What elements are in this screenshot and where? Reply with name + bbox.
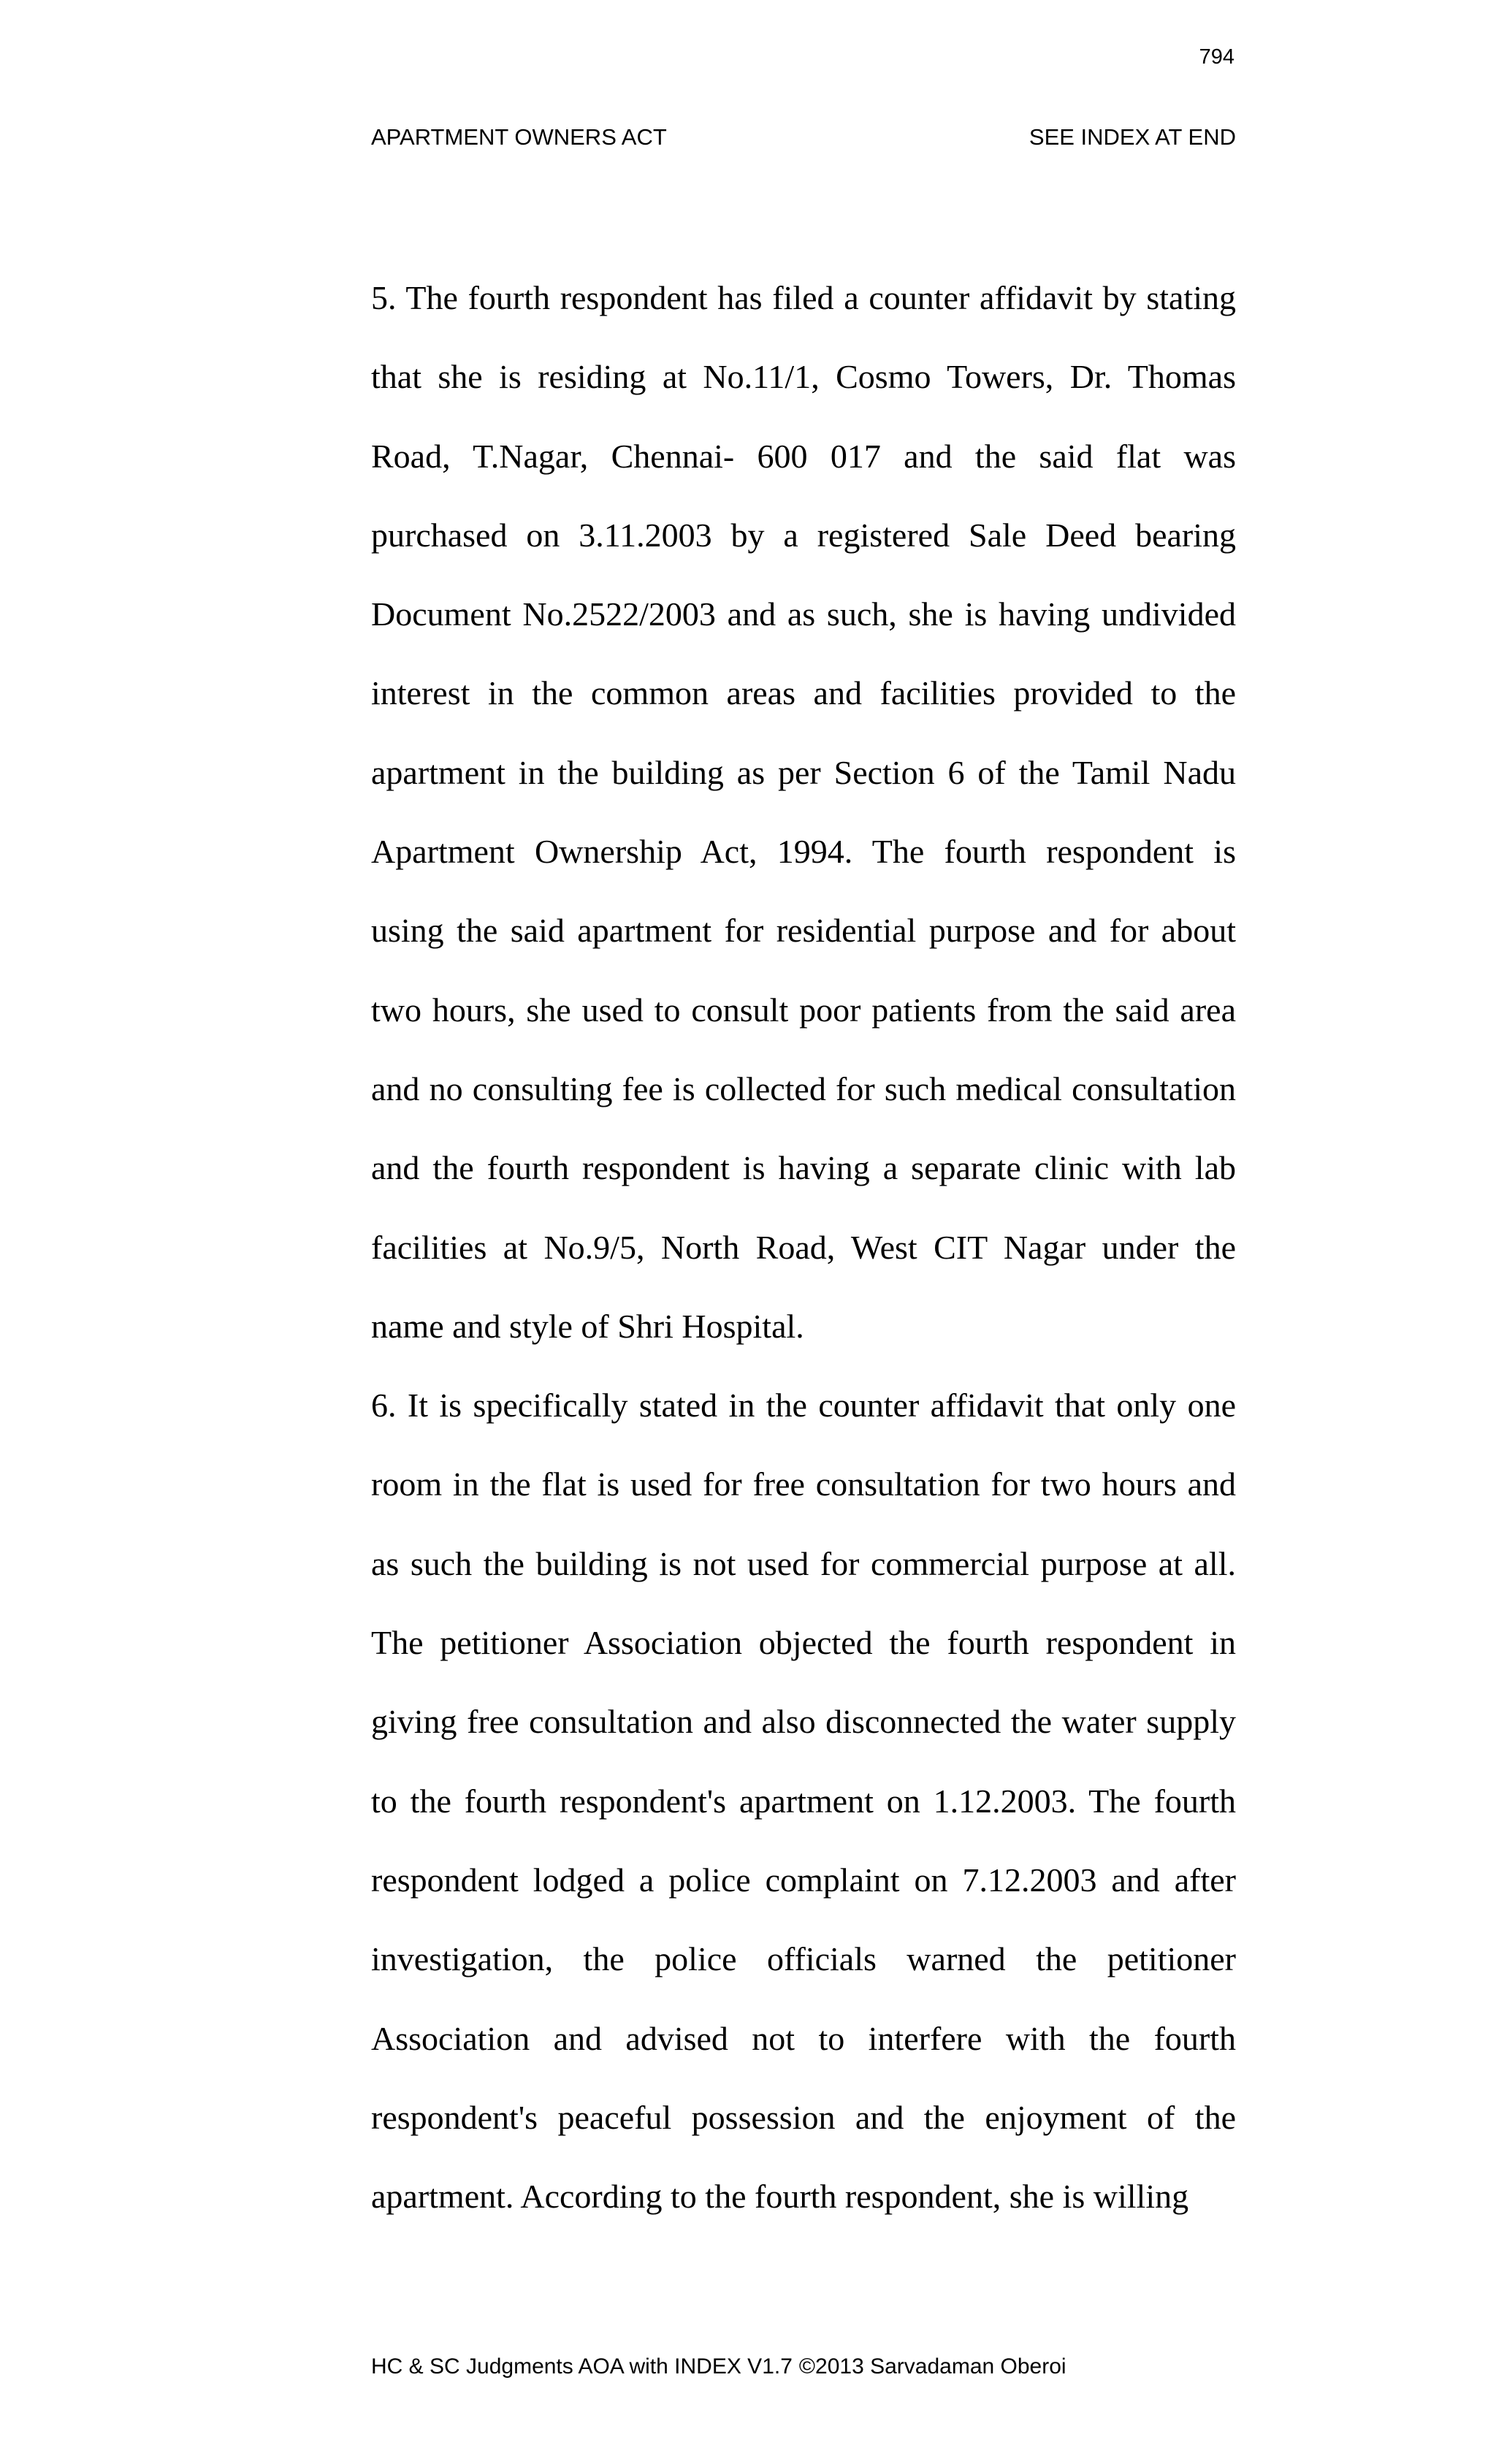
header-right-note: SEE INDEX AT END xyxy=(1028,124,1236,150)
paragraph-5: 5. The fourth respondent has filed a counter affidavit by stating that she is residing at No.11/1, Cosmo Towers, Dr. Thomas Road, T.Nagar, Chennai- 600 017 and the said flat was purchased on 3.11.2003 by a registered Sale Deed bearing Document No.2522/2003 and as such, she is having undivided interest in the common areas and facilities provided to the apartment in the building as per Section 6 of the Tamil Nadu Apartment Ownership Act, 1994. The fourth respondent is using the said apartment for residential purpose and for about two hours, she used to consult poor patients from the said area and no consulting fee is collected for such medical consultation and the fourth respondent is having a separate clinic with lab facilities at No.9/5, North Road, West CIT Nagar under the name and style of Shri Hospital. xyxy=(371,279,1236,1345)
footer-copyright: ©2013 Sarvadaman Oberoi xyxy=(798,2354,1066,2379)
footer-publication: HC & SC Judgments AOA with INDEX V1.7 xyxy=(371,2354,793,2379)
page-number: 794 xyxy=(1199,45,1234,69)
running-header xyxy=(371,123,1236,152)
document-body xyxy=(371,259,1236,2236)
header-left-title: APARTMENT OWNERS ACT xyxy=(371,124,667,150)
page-footer xyxy=(371,2352,1066,2381)
paragraph-6: 6. It is specifically stated in the counter affidavit that only one room in the flat is used for free consultation for two hours and as such the building is not used for commercial purpose at all. The petitioner Association objected the fourth respondent in giving free consultation and also disconnected the water supply to the fourth respondent's apartment on 1.12.2003. The fourth respondent lodged a police complaint on 7.12.2003 and after investigation, the police officials warned the petitioner Association and advised not to interfere with the fourth respondent's peaceful possession and the enjoyment of the apartment. According to the fourth respondent, she is willing xyxy=(371,1387,1236,2216)
